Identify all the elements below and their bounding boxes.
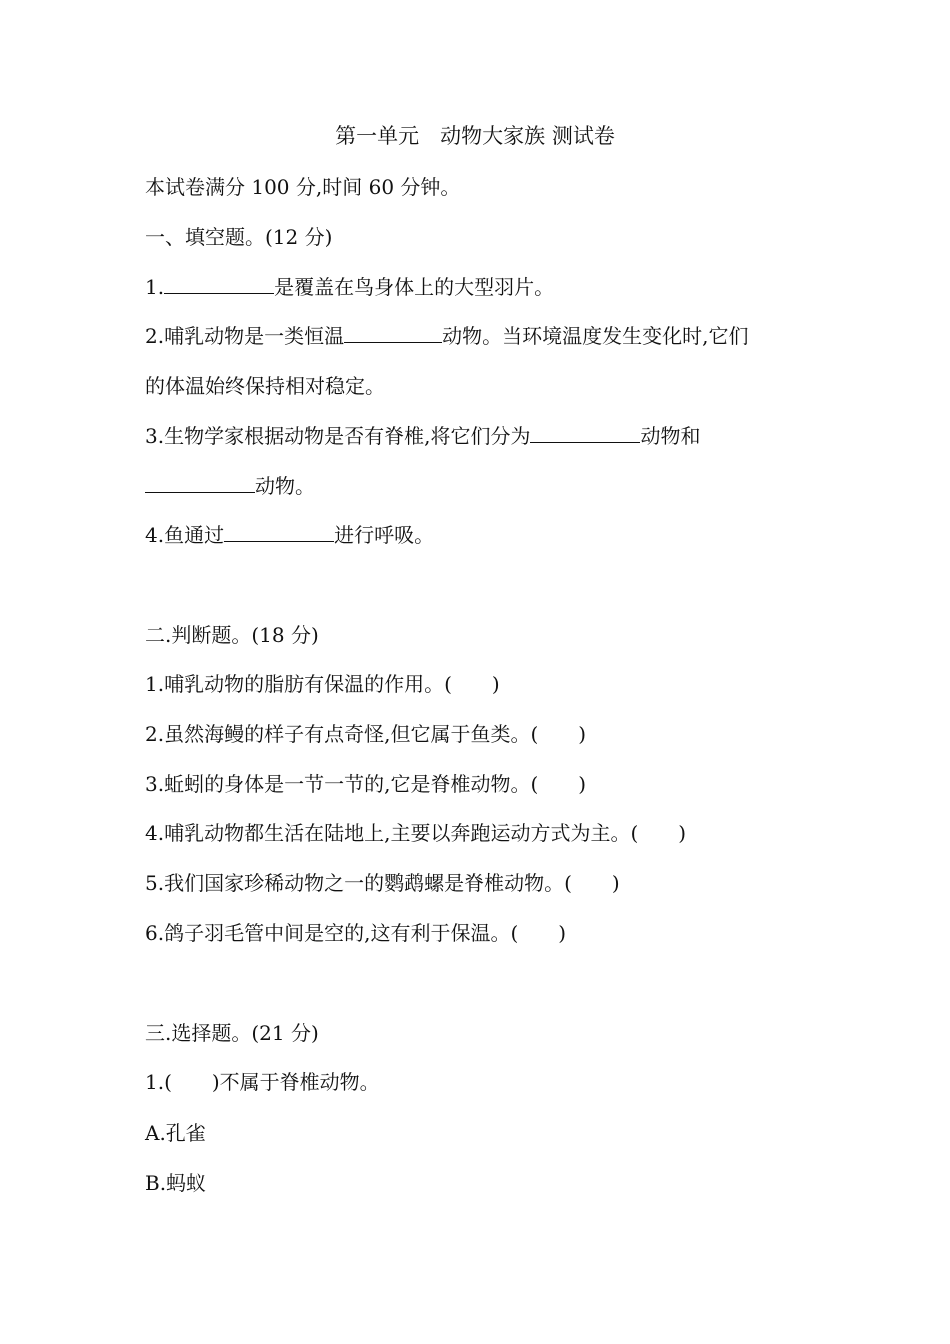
question-text: 动物。当环境温度发生变化时,它们	[442, 324, 749, 348]
section-2-heading: 二.判断题。(18 分)	[145, 623, 319, 647]
question-text: 是覆盖在鸟身体上的大型羽片。	[274, 275, 555, 299]
judge-question: 3.蚯蚓的身体是一节一节的,它是脊椎动物。( )	[145, 772, 587, 796]
question-text: 2.哺乳动物是一类恒温	[145, 324, 345, 348]
judge-question: 5.我们国家珍稀动物之一的鹦鹉螺是脊椎动物。( )	[145, 871, 620, 895]
answer-blank[interactable]	[145, 474, 255, 493]
judge-question: 4.哺乳动物都生活在陆地上,主要以奔跑运动方式为主。( )	[145, 821, 687, 845]
answer-blank[interactable]	[344, 324, 442, 343]
answer-blank[interactable]	[224, 523, 334, 542]
question-text: 进行呼吸。	[334, 523, 435, 547]
fill-question-2	[145, 323, 748, 349]
page-title: 第一单元 动物大家族 测试卷	[335, 124, 615, 148]
fill-question-3-continued	[145, 473, 315, 499]
question-text: 4.鱼通过	[145, 523, 225, 547]
fill-question-1	[145, 274, 554, 300]
fill-question-2-continued: 的体温始终保持相对稳定。	[145, 374, 385, 398]
answer-blank[interactable]	[530, 424, 640, 443]
question-number: 1.	[145, 275, 165, 299]
section-3-heading: 三.选择题。(21 分)	[145, 1021, 319, 1045]
question-text: 3.生物学家根据动物是否有脊椎,将它们分为	[145, 424, 531, 448]
exam-intro: 本试卷满分 100 分,时间 60 分钟。	[145, 175, 461, 199]
question-text: 动物和	[640, 424, 701, 448]
judge-question: 1.哺乳动物的脂肪有保温的作用。( )	[145, 672, 500, 696]
answer-blank[interactable]	[164, 275, 274, 294]
fill-question-3	[145, 423, 700, 449]
choice-option-a: A.孔雀	[145, 1121, 206, 1145]
judge-question: 2.虽然海鳗的样子有点奇怪,但它属于鱼类。( )	[145, 722, 587, 746]
question-text: 动物。	[255, 474, 315, 498]
fill-question-4	[145, 522, 434, 548]
choice-question-1: 1.( )不属于脊椎动物。	[145, 1070, 380, 1094]
choice-option-b: B.蚂蚁	[145, 1171, 207, 1195]
section-1-heading: 一、填空题。(12 分)	[145, 225, 333, 249]
judge-question: 6.鸽子羽毛管中间是空的,这有利于保温。( )	[145, 921, 567, 945]
